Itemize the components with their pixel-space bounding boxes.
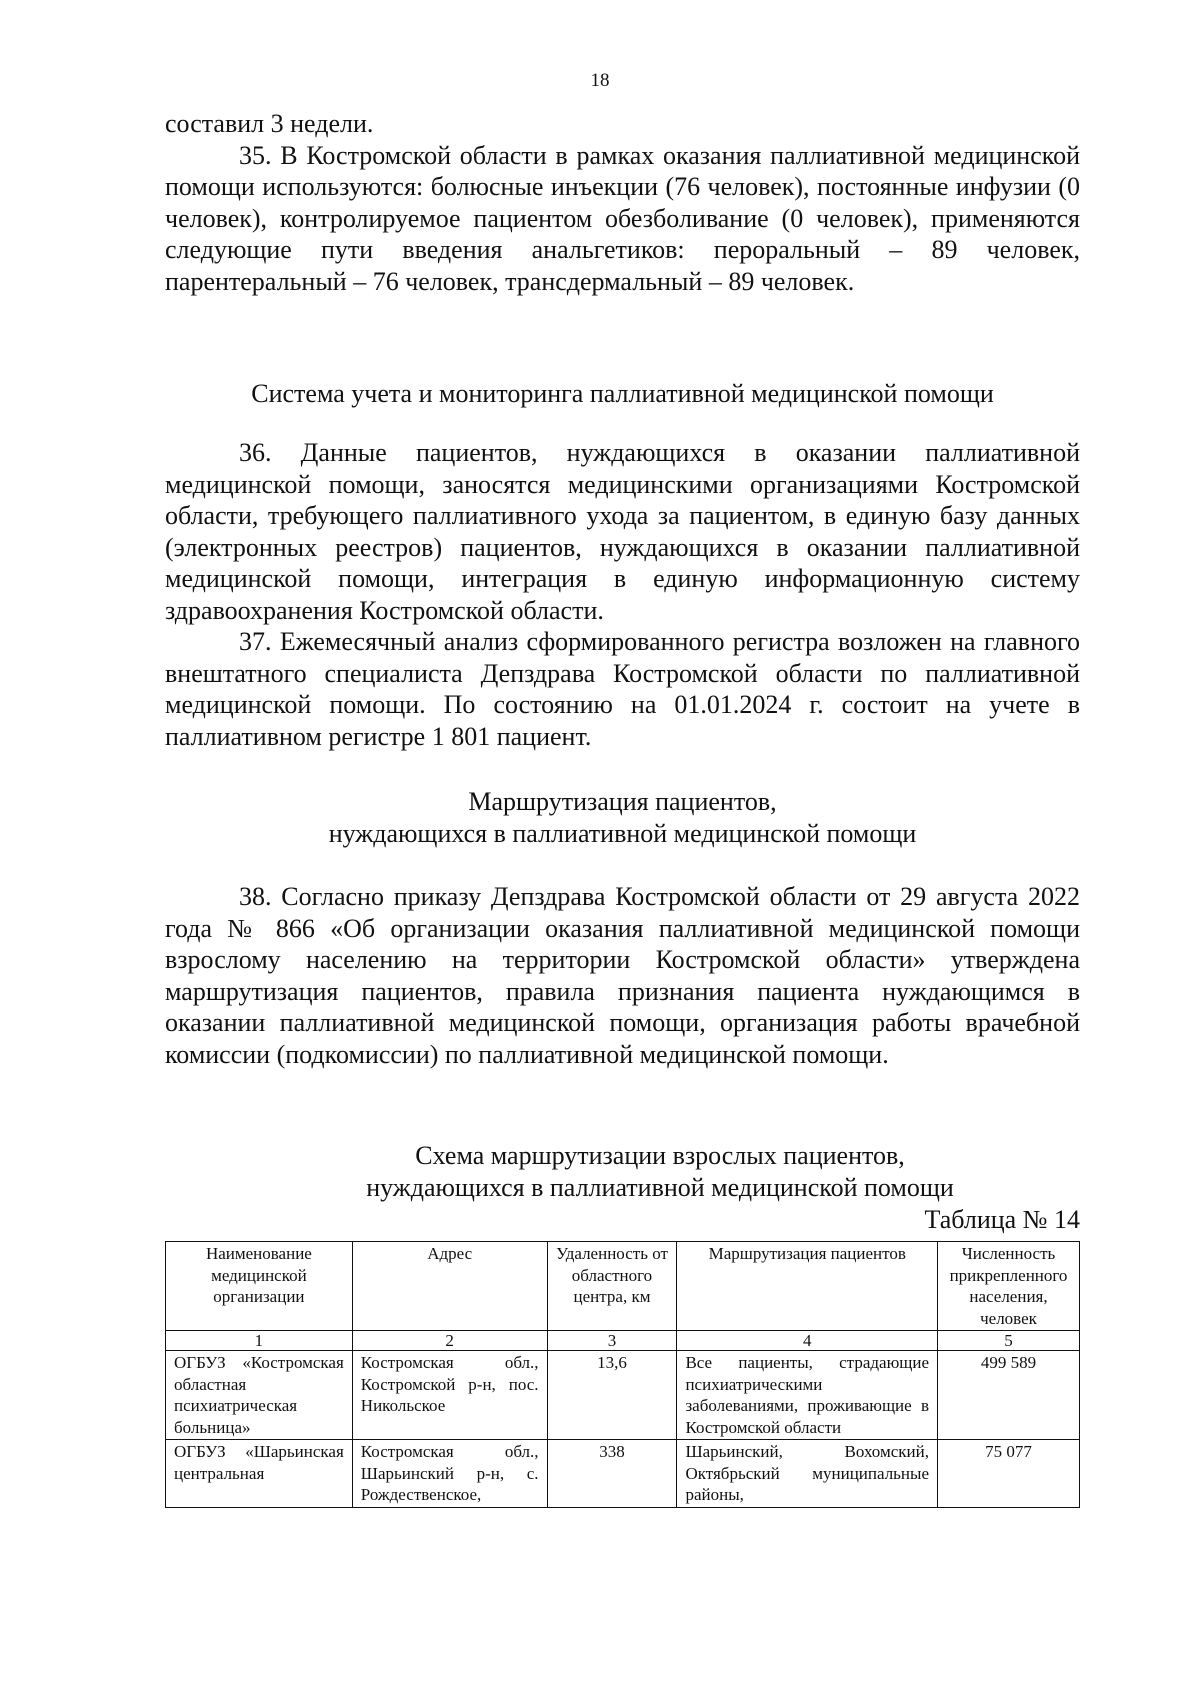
cell-population: 75 077 — [938, 1440, 1080, 1508]
cell-population: 499 589 — [938, 1351, 1080, 1440]
header-distance: Удаленность от областного центра, км — [547, 1242, 677, 1331]
heading-routing-line1: Маршрутизация пациентов, — [468, 787, 777, 816]
page-number: 18 — [590, 70, 610, 91]
column-number: 1 — [166, 1331, 353, 1351]
table-header-row — [166, 1242, 1080, 1331]
heading-routing-line2: нуждающихся в паллиативной медицинской помощи — [328, 819, 917, 848]
column-number: 3 — [547, 1331, 677, 1351]
paragraph-continuation: составил 3 недели. — [165, 109, 374, 138]
table-column-numbers — [166, 1331, 1080, 1351]
header-routing: Маршрутизация пациентов — [677, 1242, 938, 1331]
cell-routing: Шарьинский, Вохомский, Октябрьский муниципальные районы, — [677, 1440, 938, 1508]
header-address: Адрес — [352, 1242, 547, 1331]
routing-table — [165, 1241, 1080, 1508]
cell-distance: 13,6 — [547, 1351, 677, 1440]
heading-scheme-line1: Схема маршрутизации взрослых пациентов, — [415, 1141, 905, 1170]
cell-address: Костромская обл., Костромской р-н, пос. Никольское — [352, 1351, 547, 1440]
column-number: 2 — [352, 1331, 547, 1351]
heading-routing — [165, 786, 1080, 850]
paragraph-35: 35. В Костромской области в рамках оказания паллиативной медицинской помощи используются: болюсные инъекции (76 человек), постоянные инфузии (0 человек), контролируемое пациентом обезболивание (0 человек), применяются следующие пути введения анальгетиков: пероральный – 89 человек, парентеральный – 76 человек, трансдермальный – 89 человек. — [165, 140, 1080, 296]
heading-scheme-line2: нуждающихся в паллиативной медицинской помощи — [366, 1173, 954, 1202]
cell-org-name: ОГБУЗ «Костромская областная психиатрическая больница» — [166, 1351, 353, 1440]
heading-monitoring-system: Система учета и мониторинга паллиативной медицинской помощи — [251, 379, 994, 408]
table-label: Таблица № 14 — [924, 1205, 1080, 1234]
header-population: Численность прикрепленного населения, человек — [938, 1242, 1080, 1331]
text-block-3 — [165, 881, 1080, 1070]
table-row — [166, 1351, 1080, 1440]
cell-org-name: ОГБУЗ «Шарьинская центральная — [166, 1440, 353, 1508]
paragraph-36: 36. Данные пациентов, нуждающихся в оказании паллиативной медицинской помощи, заносятся медицинскими организациями Костромской области, требующего паллиативного ухода за пациентом, в единую базу данных (электронных реестров) пациентов, нуждающихся в оказании паллиативной медицинской помощи, интеграция в единую информационную систему здравоохранения Костромской области. — [165, 438, 1080, 625]
column-number: 5 — [938, 1331, 1080, 1351]
heading-scheme — [230, 1140, 1090, 1204]
cell-address: Костромская обл., Шарьинский р-н, с. Рождественское, — [352, 1440, 547, 1508]
cell-routing: Все пациенты, страдающие психиатрическими заболеваниями, проживающие в Костромской области — [677, 1351, 938, 1440]
text-block-2 — [165, 437, 1080, 752]
table-row — [166, 1440, 1080, 1508]
paragraph-37: 37. Ежемесячный анализ сформированного регистра возложен на главного внештатного специалиста Депздрава Костромской области по паллиативной медицинской помощи. По состоянию на 01.01.2024 г. состоит на учете в паллиативном регистре 1 801 пациент. — [165, 627, 1080, 751]
header-org-name: Наименование медицинской организации — [166, 1242, 353, 1331]
column-number: 4 — [677, 1331, 938, 1351]
cell-distance: 338 — [547, 1440, 677, 1508]
paragraph-38: 38. Согласно приказу Депздрава Костромской области от 29 августа 2022 года № 866 «Об организации оказания паллиативной медицинской помощи взрослому населению на территории Костромской области» утверждена маршрутизация пациентов, правила признания пациента нуждающимся в оказании паллиативной медицинской помощи, организация работы врачебной комиссии (подкомиссии) по паллиативной медицинской помощи. — [165, 882, 1080, 1069]
text-block-1 — [165, 108, 1080, 297]
